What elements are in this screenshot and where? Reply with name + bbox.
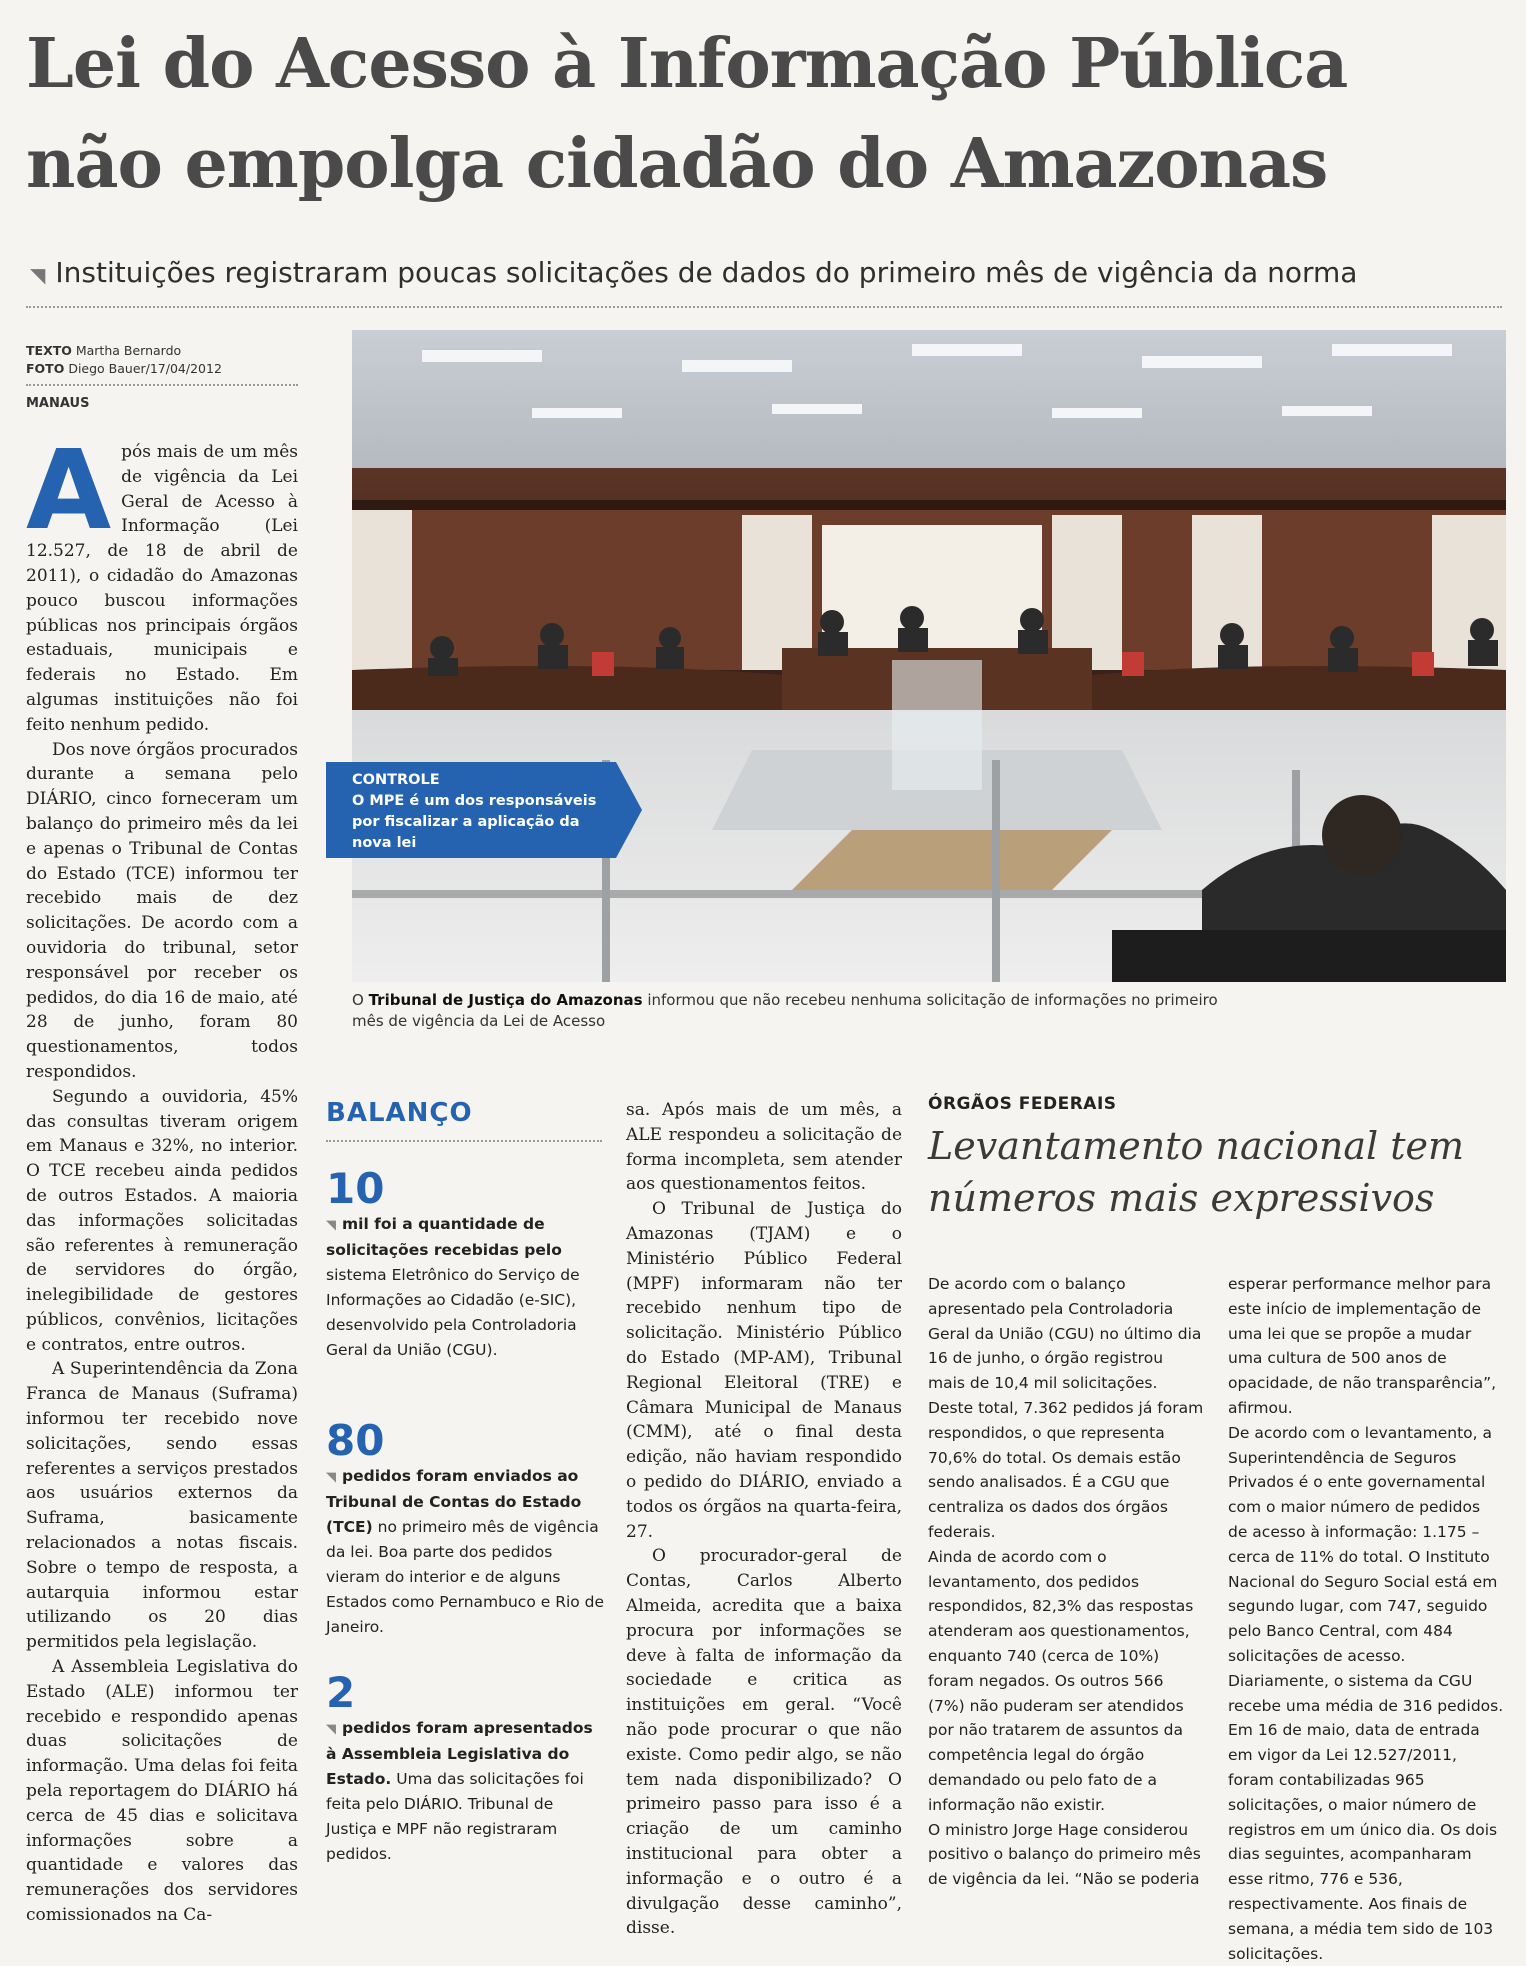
headline-line-1: Lei do Acesso à Informação Pública: [26, 24, 1348, 104]
callout-label: CONTROLE: [352, 772, 440, 788]
federal-paragraph: esperar performance melhor para este início de implementação de uma lei que se propõe a mudar uma cultura de 500 anos de opacidade, de não transparência”, afirmou.: [1228, 1275, 1497, 1417]
stat-arrow-icon: ◥: [326, 1722, 336, 1737]
article-text: pós mais de um mês de vigência da Lei Geral de Acesso à Informação (Lei 12.527, de 18 de abril de 2011), o cidadão do Amazonas pouco buscou informações públicas nos principais órgãos estaduais, municipais e federais no Estado. Em algumas instituições não foi feito nenhum pedido.: [26, 442, 298, 735]
photo-author: Diego Bauer/17/04/2012: [68, 361, 222, 376]
stat-number: 10: [326, 1164, 385, 1213]
stat-bold: mil foi a quantidade de solicitações recebidas pelo: [326, 1215, 562, 1259]
stat-text: [326, 1212, 606, 1363]
text-label: TEXTO: [26, 343, 72, 358]
stat-bold: pedidos foram enviados ao Tribunal de Contas do Estado (TCE): [326, 1467, 582, 1536]
stat-rest: no primeiro mês de vigência da lei. Boa parte dos pedidos vieram do interior e de alguns Estados como Pernambuco e Rio de Janeiro.: [326, 1518, 605, 1636]
caption-prefix: O: [352, 991, 364, 1009]
article-paragraph: O procurador-geral de Contas, Carlos Alberto Almeida, acredita que a baixa procura por informações se deve à falta de informação da sociedade e critica as instituições em geral. “Você não pode procurar o que não existe. Como pedir algo, se não tem nada disponibilizado? O primeiro passo para isso é a criação de um caminho institucional para obter a informação e o outro é a divulgação desse caminho”, disse.: [626, 1546, 902, 1939]
stat-arrow-icon: ◥: [326, 1470, 336, 1485]
article-paragraph: Segundo a ouvidoria, 45% das consultas tiveram origem em Manaus e 32%, no interior. O TCE recebeu ainda pedidos de outros Estados. A maioria das informações solicitadas são referentes à remuneração de servidores do órgão, inelegibilidade de gestores públicos, convênios, licitações e contratos, entre outros.: [26, 1086, 298, 1355]
headline: [26, 14, 1506, 214]
courtroom-illustration: [352, 330, 1506, 982]
stat-text: [326, 1716, 606, 1867]
federal-paragraph: De acordo com o levantamento, a Superintendência de Seguros Privados é o ente governamental com o maior número de pedidos de acesso à informação: 1.175 – cerca de 11% do total. O Instituto Nacional do Seguro Social está em segundo lugar, com 747, seguido pelo Banco Central, com 484 solicitações de acesso. Diariamente, o sistema da CGU recebe uma média de 316 pedidos. Em 16 de maio, data de entrada em vigor da Lei 12.527/2011, foram contabilizadas 965 solicitações, o maior número de registros em um único dia. Os dois dias seguintes, acompanharam esse ritmo, 776 e 536, respectivamente. Aos finais de semana, a média tem sido de 103 solicitações.: [1228, 1423, 1504, 1963]
callout-text: O MPE é um dos responsáveis por fiscalizar a aplicação da nova lei: [352, 793, 597, 851]
article-paragraph: sa. Após mais de um mês, a ALE respondeu a solicitação de forma incompleta, sem atender aos questionamentos feitos.: [626, 1100, 902, 1195]
article-column-1: [26, 426, 298, 1928]
article-paragraph: A Superintendência da Zona Franca de Manaus (Suframa) informou ter recebido nove solicitações, sendo essas referentes a serviços prestados aos usuários externos da Suframa, basicamente relacionados a notas fiscais. Sobre o tempo de resposta, a autarquia informou estar utilizando os 20 dias permitidos pela legislação.: [26, 1359, 298, 1653]
balanco-item: [326, 1166, 606, 1363]
article-column-2: [626, 1098, 902, 1941]
federal-column-2: [1228, 1272, 1504, 1966]
federal-paragraph: De acordo com o balanço apresentado pela Controladoria Geral da União (CGU) no último dia 16 de junho, o órgão registrou mais de 10,4 mil solicitações. Deste total, 7.362 pedidos já foram respondidos, o que representa 70,6% do total. Os demais estão sendo analisados. É a CGU que centraliza os dados dos órgãos federais.: [928, 1275, 1204, 1541]
balanco-item: [326, 1670, 606, 1867]
subheadline: [30, 256, 1500, 289]
stat-rest: Uma das solicitações foi feita pelo DIÁRIO. Tribunal de Justiça e MPF não registraram pedidos.: [326, 1770, 584, 1863]
stat-bold: pedidos foram apresentados à Assembleia Legislativa do Estado.: [326, 1719, 593, 1788]
article-paragraph: [26, 426, 298, 738]
federal-paragraph: Ainda de acordo com o levantamento, dos pedidos respondidos, 82,3% das respostas atenderam aos questionamentos, enquanto 740 (cerca de 10%) foram negados. Os outros 566 (7%) não puderam ser atendidos por não tratarem de assuntos da competência legal do órgão demandado ou pelo fato de a informação não existir.: [928, 1547, 1194, 1814]
article-paragraph: O Tribunal de Justiça do Amazonas (TJAM) e o Ministério Público Federal (MPF) informaram não ter recebido nenhum tipo de solicitação. Ministério Público do Estado (MP-AM), Tribunal Regional Eleitoral (TRE) e Câmara Municipal de Manaus (CMM), até o final desta edição, não haviam respondido o pedido do DIÁRIO, enviado a todos os órgãos na quarta-feira, 27.: [626, 1199, 902, 1542]
dropcap: A: [26, 426, 112, 554]
balanco-item: [326, 1418, 606, 1640]
stat-arrow-icon: ◥: [326, 1218, 336, 1233]
dateline: MANAUS: [26, 396, 90, 411]
caption-bold: Tribunal de Justiça do Amazonas: [368, 991, 643, 1009]
subheadline-text: Instituições registraram poucas solicitações de dados do primeiro mês de vigência da norma: [55, 256, 1358, 289]
balanco-title: BALANÇO: [326, 1098, 473, 1128]
subhead-divider: [26, 306, 1502, 308]
stat-text: [326, 1464, 606, 1640]
federal-title: Levantamento nacional tem números mais expressivos: [928, 1124, 1465, 1220]
article-paragraph: Dos nove órgãos procurados durante a semana pelo DIÁRIO, cinco forneceram um balanço do primeiro mês da lei e apenas o Tribunal de Contas do Estado (TCE) informou ter recebido mais de dez solicitações. De acordo com a ouvidoria do tribunal, setor responsável por receber os pedidos, do dia 16 de maio, até 28 de junho, foram 80 questionamentos, todos respondidos.: [26, 739, 298, 1082]
balanco-divider: [326, 1140, 602, 1142]
credits-divider: [26, 384, 298, 386]
credits: [26, 342, 222, 378]
photo-label: FOTO: [26, 361, 65, 376]
subhead-arrow-icon: ◥: [30, 263, 46, 287]
federal-paragraph: O ministro Jorge Hage considerou positivo o balanço do primeiro mês de vigência da lei. “Não se poderia: [928, 1820, 1201, 1889]
photo-caption: [352, 990, 1252, 1032]
headline-line-2: não empolga cidadão do Amazonas: [26, 124, 1328, 204]
federal-column-1: [928, 1272, 1204, 1892]
stat-rest: sistema Eletrônico do Serviço de Informações ao Cidadão (e-SIC), desenvolvido pela Controladoria Geral da União (CGU).: [326, 1266, 580, 1359]
article-paragraph: A Assembleia Legislativa do Estado (ALE) informou ter recebido e respondido apenas duas solicitações de informação. Uma delas foi feita pela reportagem do DIÁRIO há cerca de 45 dias e solicitava informações sobre a quantidade e valores das remunerações dos servidores comissionados na Ca-: [26, 1657, 298, 1926]
stat-number: 2: [326, 1668, 356, 1717]
photo-callout: [326, 762, 642, 858]
stat-number: 80: [326, 1416, 385, 1465]
text-author: Martha Bernardo: [75, 343, 182, 358]
federal-kicker: ÓRGÃOS FEDERAIS: [928, 1094, 1117, 1114]
courtroom-photo: [352, 330, 1506, 982]
caption-rest: informou que não recebeu nenhuma solicitação de informações no primeiro mês de vigência da Lei de Acesso: [352, 991, 1218, 1030]
